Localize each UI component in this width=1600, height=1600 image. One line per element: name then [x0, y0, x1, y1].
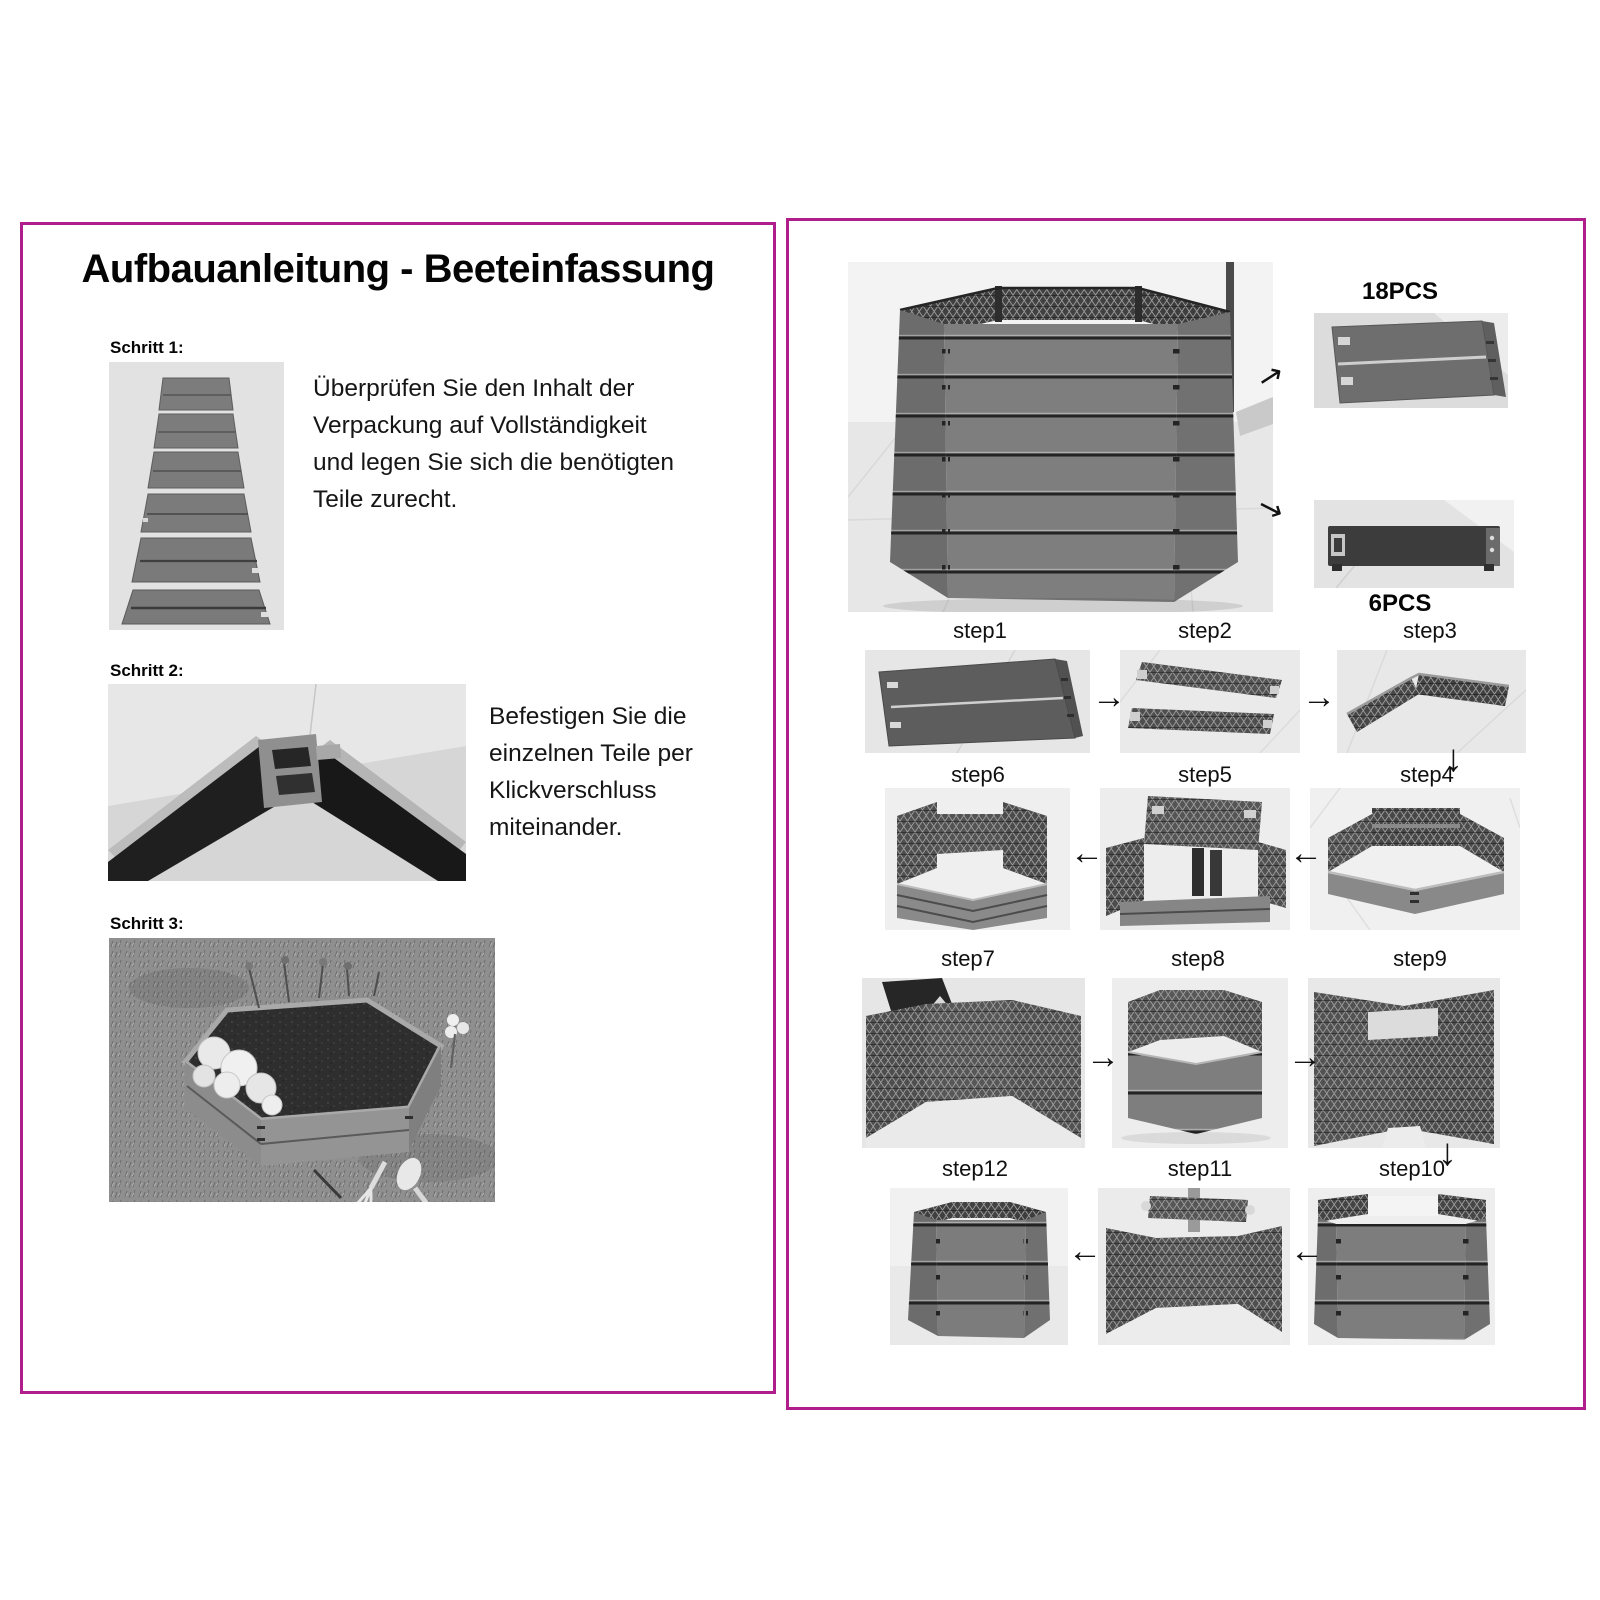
- step12-photo: [890, 1188, 1068, 1345]
- connector-count-label: 6PCS: [1368, 590, 1432, 617]
- caption-step3: step3: [1403, 618, 1457, 643]
- schritt3-photo: [109, 938, 495, 1202]
- step11-photo: [1098, 1188, 1290, 1345]
- step1-photo: [865, 650, 1090, 753]
- page-title: Aufbauanleitung - Beeteinfassung: [81, 247, 715, 291]
- caption-step1: step1: [953, 618, 1007, 643]
- panel-count-label: 18PCS: [1361, 278, 1439, 305]
- caption-step11: step11: [1167, 1156, 1233, 1181]
- schritt2-text: Befestigen Sie die einzelnen Teile per Klickverschluss miteinander.: [489, 703, 693, 841]
- step9-photo: [1308, 978, 1500, 1148]
- schritt2-photo: [108, 684, 466, 881]
- step2-photo: [1120, 650, 1300, 753]
- arrow-step11-step12-icon: ←: [1068, 1232, 1102, 1270]
- caption-step2: step2: [1178, 618, 1232, 643]
- arrow-step2-step3-icon: →: [1302, 678, 1336, 716]
- arrow-step7-step8-icon: →: [1086, 1038, 1120, 1076]
- caption-step5: step5: [1178, 762, 1232, 787]
- step6-photo: [885, 788, 1070, 930]
- schritt2-label: Schritt 2:: [110, 661, 184, 680]
- schritt1-label: Schritt 1:: [110, 338, 184, 357]
- arrow-to-connector-icon: ↘: [1253, 488, 1288, 529]
- caption-step6: step6: [951, 762, 1005, 787]
- schritt3-label: Schritt 3:: [110, 914, 184, 933]
- schritt1-photo: [109, 362, 284, 630]
- caption-step4: step4: [1400, 762, 1454, 787]
- caption-step8: step8: [1171, 946, 1225, 971]
- caption-step12: step12: [941, 1156, 1009, 1181]
- step7-photo: [862, 978, 1085, 1148]
- connector-6pcs-photo: [1314, 500, 1514, 588]
- arrow-step9-step10-icon: ↓: [1438, 1132, 1457, 1174]
- arrow-to-panel-icon: ↗: [1254, 357, 1287, 396]
- caption-step9: step9: [1393, 946, 1447, 971]
- arrow-step5-step6-icon: ←: [1070, 834, 1104, 872]
- arrow-step1-step2-icon: →: [1092, 678, 1126, 716]
- overview-photo: [848, 262, 1273, 612]
- arrow-step4-step5-icon: ←: [1289, 834, 1323, 872]
- arrow-step3-step4-icon: ↓: [1444, 738, 1463, 780]
- schritt1-text: Überprüfen Sie den Inhalt der Verpackung auf Vollständigkeit und legen Sie sich die benötigten Teile zurecht.: [313, 375, 674, 513]
- step5-photo: [1100, 788, 1290, 930]
- panel-18pcs-photo: [1314, 313, 1508, 408]
- step4-photo: [1310, 788, 1520, 930]
- arrow-step8-step9-icon: →: [1288, 1038, 1322, 1076]
- caption-step7: step7: [941, 946, 995, 971]
- step10-photo: [1308, 1188, 1495, 1345]
- left-page: [20, 222, 776, 1394]
- arrow-step10-step11-icon: ←: [1290, 1232, 1324, 1270]
- caption-step10: step10: [1378, 1156, 1446, 1181]
- step8-photo: [1112, 978, 1288, 1148]
- step3-photo: [1337, 650, 1526, 753]
- right-page: [786, 218, 1586, 1410]
